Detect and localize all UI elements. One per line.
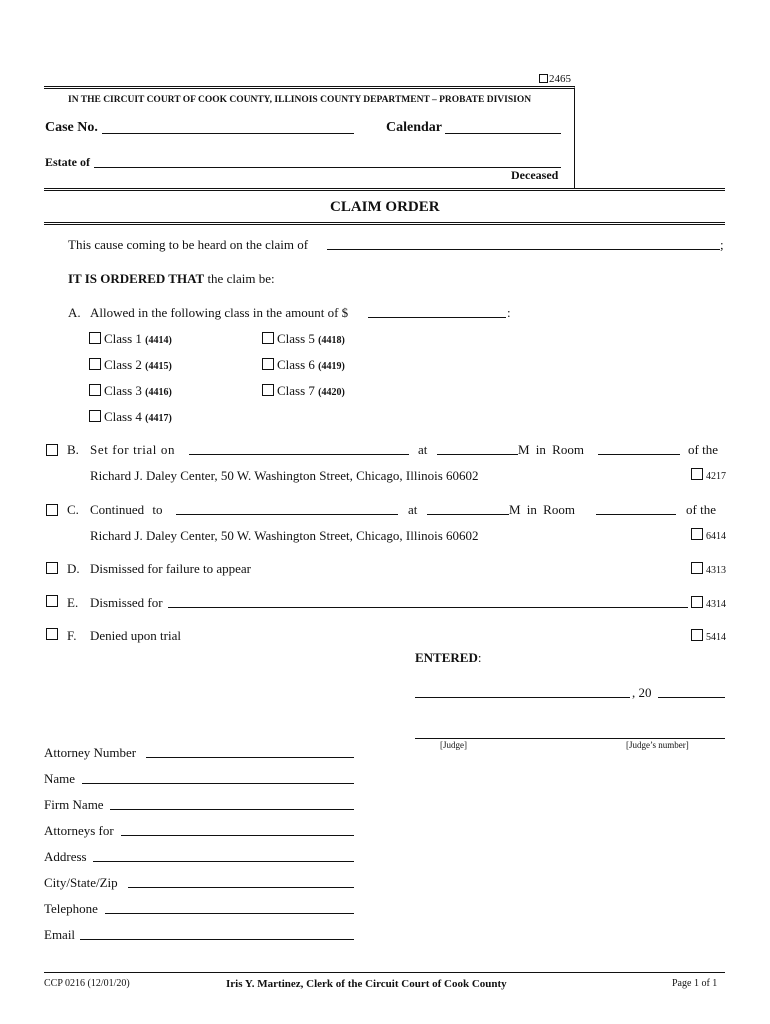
b-daley-center: Richard J. Daley Center, 50 W. Washington Street, Chicago, Illinois 60602: [90, 468, 479, 483]
class-6-label: Class 6: [277, 357, 315, 372]
year-prefix: , 20: [632, 685, 652, 700]
class-3-checkbox[interactable]: [89, 384, 101, 396]
c-of-the: of the: [686, 502, 716, 517]
class-5-checkbox[interactable]: [262, 332, 274, 344]
ordered-bold: IT IS ORDERED THAT: [68, 271, 205, 286]
class-3: [89, 383, 172, 399]
class-7-checkbox[interactable]: [262, 384, 274, 396]
attorneys-for-field[interactable]: [121, 823, 354, 836]
class-1: [89, 331, 172, 347]
d-code-checkbox[interactable]: [691, 562, 703, 574]
e-text: Dismissed for: [90, 595, 163, 610]
telephone-label: Telephone: [44, 901, 98, 916]
title-rule-bottom: [44, 222, 725, 225]
judge-signature-line[interactable]: [415, 726, 725, 739]
entered-text: ENTERED: [415, 650, 478, 665]
a-end: :: [507, 305, 511, 320]
class-3-label: Class 3: [104, 383, 142, 398]
calendar-field[interactable]: [445, 120, 561, 134]
intro-text: This cause coming to be heard on the claim of: [68, 237, 309, 252]
name-label: Name: [44, 771, 76, 786]
attorney-number-label: Attorney Number: [44, 745, 137, 760]
entered-date-field[interactable]: [415, 685, 630, 698]
ordered-text: [68, 271, 275, 287]
class-2-code: (4415): [145, 361, 172, 372]
c-time-field[interactable]: [427, 502, 509, 515]
b-room-field[interactable]: [598, 442, 680, 455]
a-text: Allowed in the following class in the amount of $: [90, 305, 349, 320]
b-of-the: of the: [688, 442, 718, 457]
class-6-checkbox[interactable]: [262, 358, 274, 370]
form-code-checkbox[interactable]: [539, 74, 548, 83]
class-2-checkbox[interactable]: [89, 358, 101, 370]
d-letter: D.: [67, 561, 80, 576]
b-code-text: 4217: [706, 471, 726, 482]
b-m-in-room: M in Room: [518, 442, 584, 457]
f-code: [691, 629, 726, 643]
class-4-code: (4417): [145, 413, 172, 424]
email-field[interactable]: [80, 927, 354, 940]
firm-name-field[interactable]: [110, 797, 354, 810]
calendar-label: Calendar: [386, 120, 442, 135]
c-code-text: 6414: [706, 531, 726, 542]
class-1-label: Class 1: [104, 331, 142, 346]
c-m-in-room: M in Room: [509, 502, 575, 517]
firm-name-label: Firm Name: [44, 797, 104, 812]
class-3-code: (4416): [145, 387, 172, 398]
name-field[interactable]: [82, 771, 354, 784]
b-letter: B.: [67, 442, 79, 457]
f-code-text: 5414: [706, 632, 726, 643]
class-4: [89, 409, 172, 425]
footer-center: Iris Y. Martinez, Clerk of the Circuit Court of Cook County: [226, 978, 507, 990]
judge-number-label: [Judge’s number]: [626, 740, 689, 750]
class-4-label: Class 4: [104, 409, 142, 424]
class-2-label: Class 2: [104, 357, 142, 372]
class-1-code: (4414): [145, 335, 172, 346]
judge-label: [Judge]: [440, 740, 467, 750]
class-6: [262, 357, 345, 373]
f-letter: F.: [67, 628, 77, 643]
c-code-checkbox[interactable]: [691, 528, 703, 540]
class-1-checkbox[interactable]: [89, 332, 101, 344]
e-letter: E.: [67, 595, 79, 610]
estate-of-label: Estate of: [45, 155, 90, 169]
e-checkbox[interactable]: [46, 595, 58, 607]
b-text: Set for trial on: [90, 442, 176, 457]
page-title: CLAIM ORDER: [330, 199, 440, 215]
c-at-label: at: [408, 502, 418, 517]
class-4-checkbox[interactable]: [89, 410, 101, 422]
b-code-checkbox[interactable]: [691, 468, 703, 480]
intro-end: ;: [720, 237, 724, 252]
court-header: IN THE CIRCUIT COURT OF COOK COUNTY, ILLINOIS COUNTY DEPARTMENT – PROBATE DIVISION: [68, 95, 532, 105]
c-date-field[interactable]: [176, 502, 398, 515]
form-code: [539, 73, 571, 85]
a-letter: A.: [68, 305, 81, 320]
class-2: [89, 357, 172, 373]
f-checkbox[interactable]: [46, 628, 58, 640]
estate-of-field[interactable]: [94, 155, 561, 168]
claimant-field[interactable]: [327, 237, 720, 250]
attorneys-for-label: Attorneys for: [44, 823, 114, 838]
entered-year-field[interactable]: [658, 685, 725, 698]
entered-colon: :: [477, 650, 482, 665]
c-checkbox[interactable]: [46, 504, 58, 516]
e-code-text: 4314: [706, 599, 726, 610]
c-daley-center: Richard J. Daley Center, 50 W. Washington Street, Chicago, Illinois 60602: [90, 528, 479, 543]
deceased-label: Deceased: [511, 168, 559, 182]
d-checkbox[interactable]: [46, 562, 58, 574]
class-6-code: (4419): [318, 361, 345, 372]
address-label: Address: [44, 849, 87, 864]
form-code-text: 2465: [549, 73, 571, 85]
class-7-code: (4420): [318, 387, 345, 398]
class-5-label: Class 5: [277, 331, 315, 346]
telephone-field[interactable]: [105, 901, 354, 914]
e-code-checkbox[interactable]: [691, 596, 703, 608]
e-code: [691, 596, 726, 610]
d-code: [691, 562, 726, 576]
address-field[interactable]: [93, 849, 354, 862]
city-state-zip-label: City/State/Zip: [44, 875, 118, 890]
title-rule-top: [44, 188, 725, 191]
footer-left: CCP 0216 (12/01/20): [44, 978, 130, 989]
b-at-label: at: [418, 442, 428, 457]
c-text: Continued to: [90, 502, 163, 517]
e-reason-field[interactable]: [168, 595, 688, 608]
class-5-code: (4418): [318, 335, 345, 346]
b-date-field[interactable]: [189, 442, 409, 455]
class-5: [262, 331, 345, 347]
c-letter: C.: [67, 502, 79, 517]
f-text: Denied upon trial: [90, 628, 181, 643]
footer-rule: [44, 972, 725, 973]
entered-label: [415, 650, 481, 666]
c-code: [691, 528, 726, 542]
attorney-number-field[interactable]: [146, 745, 354, 758]
city-state-zip-field[interactable]: [128, 875, 354, 888]
d-code-text: 4313: [706, 565, 726, 576]
class-7-label: Class 7: [277, 383, 315, 398]
footer-right: Page 1 of 1: [672, 978, 718, 989]
c-room-field[interactable]: [596, 502, 676, 515]
b-code: [691, 468, 726, 482]
d-text: Dismissed for failure to appear: [90, 561, 252, 576]
f-code-checkbox[interactable]: [691, 629, 703, 641]
case-no-field[interactable]: [102, 120, 354, 134]
case-no-label: Case No.: [45, 120, 98, 135]
b-checkbox[interactable]: [46, 444, 58, 456]
ordered-rest: the claim be:: [204, 271, 275, 286]
b-time-field[interactable]: [437, 442, 518, 455]
email-label: Email: [44, 927, 76, 942]
amount-field[interactable]: [368, 305, 506, 318]
class-7: [262, 383, 345, 399]
